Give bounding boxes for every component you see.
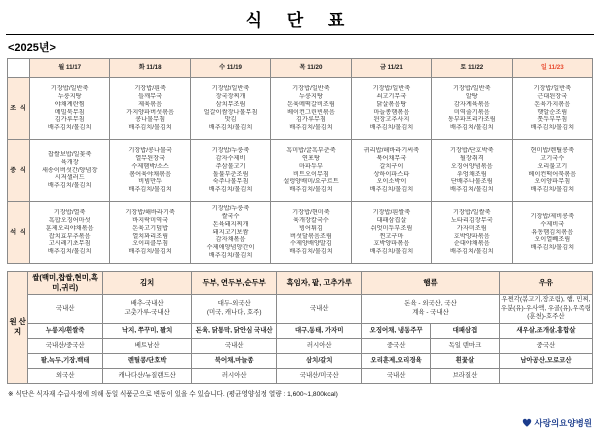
heart-icon — [522, 418, 532, 428]
origin-cell: 우쩐각(볶고기,장조림), 햄, 민찌,우분(유)-우사액, 우골(유),우족링(훈천)-호주산 — [499, 294, 592, 323]
table-row — [8, 78, 593, 140]
origin-cell: 낙지, 쭈꾸미, 꽐치 — [103, 323, 192, 338]
footnote: ※ 식단은 식자재 수급사정에 의해 동일 식품군으로 변동이 있을 수 있습니다. (평균영양설정 열량 : 1,600~1,800kcal) — [8, 390, 338, 398]
origin-cell: 돈육, 닭통막, 닭안심 국내산 — [192, 323, 277, 338]
origin-cell: 흰꽃살 — [431, 353, 500, 368]
origin-row — [8, 294, 593, 323]
origin-cell: 국내산/중국산 — [28, 338, 103, 353]
corner-cell — [8, 59, 30, 78]
origin-header-milk: 우유 — [499, 272, 592, 295]
menu-cell: 귀리밥/해바라기씨죽 북어채무국 갈치구이 상하이파스타 오이소박이 배추김치/물김치 — [351, 140, 431, 202]
origin-cell: 새우살,조개살,홍합살 — [499, 323, 592, 338]
origin-cell: 국내산 — [192, 338, 277, 353]
meal-label-dinner: 석 식 — [8, 202, 30, 264]
table-row — [8, 140, 593, 202]
menu-cell: 기장밥/일반죽 알탕 감자계육볶음 미역줄기볶음 동부파프리카조림 배추김치/물김치 — [432, 78, 512, 140]
menu-cell: 기장밥/흰쌀죽 대패삼겹살 쉬엇미두부조림 찐고구마 호박양파볶음 배추김치/물김치 — [351, 202, 431, 264]
menu-cell: 기장밥/일반죽 장국장찌개 삼치무조림 얼갈이쌈장나물무침 맛김 배추김치/물김치 — [190, 78, 270, 140]
menu-cell: 기장밥/제비콩죽 수제비국 유동햄김치볶음 오이열빼조림 배추김치/물김치 — [512, 202, 592, 264]
weekly-menu-table — [7, 58, 593, 264]
origin-row — [8, 323, 593, 338]
origin-cell: 배추-국내산 고춧가루-국내산 — [103, 294, 192, 323]
meal-label-lunch: 중 식 — [8, 140, 30, 202]
origin-cell: 삼치/갈치 — [277, 353, 362, 368]
origin-cell: 러시아산 — [192, 368, 277, 383]
origin-cell: 러시아산 — [277, 338, 362, 353]
origin-cell: 국내산 — [362, 368, 431, 383]
menu-cell: 기장밥/해바라기죽 바지락미역국 돈육고기덮밥 열치꽈리조림 오이피클무침 배추김치/물김치 — [110, 202, 190, 264]
origin-cell: 대구,동태, 가자미 — [277, 323, 362, 338]
day-header-mon: 월 11/17 — [30, 59, 110, 78]
origin-cell: 국내산/미국산 — [277, 368, 362, 383]
year-label: <2025년> — [8, 42, 56, 54]
origin-cell: 오리훈제,오리경육 — [362, 353, 431, 368]
table-header-row — [8, 59, 593, 78]
day-header-sat: 토 11/22 — [432, 59, 512, 78]
hospital-name: 사랑의요양병원 — [534, 418, 592, 428]
day-header-wed: 수 11/19 — [190, 59, 270, 78]
menu-cell: 기장밥/누룽죽 감자수제비 주삼물고기 돌불부춘조림 숙주나물무침 배추김치/물김치 — [190, 140, 270, 202]
origin-cell: 국내산 — [28, 294, 103, 323]
origin-cell: 대패삼겹 — [431, 323, 500, 338]
origin-row — [8, 368, 593, 383]
origin-cell: 캐나다산/뉴질랜드산 — [103, 368, 192, 383]
hospital-logo — [522, 417, 592, 429]
origin-cell: 렌틸콩/단호박 — [103, 353, 192, 368]
origin-cell: 누룽지/흰쌀죽 — [28, 323, 103, 338]
day-header-tue: 화 11/18 — [110, 59, 190, 78]
origin-cell: 대두-외국산 (미국, 캐나다, 호주) — [192, 294, 277, 323]
origin-cell: 오징어채, 냉동주꾸 — [362, 323, 431, 338]
meal-label-breakfast: 조 식 — [8, 78, 30, 140]
origin-header-kimchi: 김치 — [103, 272, 192, 295]
origin-cell: 브라질산 — [431, 368, 500, 383]
origin-row — [8, 338, 593, 353]
menu-cell: 기장밥/일반죽 쇠고기무국 닭살볶음탕 마늘종햄볶음 된장고추사지 배추김치/물김치 — [351, 78, 431, 140]
origin-cell: 팥,녹두,기장,백태 — [28, 353, 103, 368]
menu-cell: 기장밥/흰죽 들깨무국 제육볶음 가지양파버섯볶음 콩나물무침 배추김치/물김치 — [110, 78, 190, 140]
origin-cell: 남아공산,모로코산 — [499, 353, 592, 368]
menu-cell: 기장밥/일반죽 근대된장국 돈육가지볶음 햇알순조림 톳두부무침 배추김치/물김치 — [512, 78, 592, 140]
origin-cell: 돈육 - 외국산, 국산 계육 - 국내산 — [362, 294, 500, 323]
origin-table — [7, 271, 593, 384]
menu-cell: 기장밥/현미죽 육개장칼국수 빙어튀김 버섯달볶음조림 수제양배양말김 배추김치/물김치 — [271, 202, 351, 264]
menu-cell: 기장밥/일쌀죽 노타리김장무국 가자미조림 호박양파볶음 순대야채볶음 배추김치/물김치 — [432, 202, 512, 264]
menu-cell: 기장밥/일반죽 누룽지탕 야채계란찜 메밀묵무침 김가루무침 배추김치/물김치 — [30, 78, 110, 140]
page-title: 식 단 표 — [245, 11, 355, 30]
origin-cell: 북어채,마늘종 — [192, 353, 277, 368]
table-row — [8, 202, 593, 264]
menu-cell: 기장밥/열죽 흑합오징어마섯 훈제오리야채볶음 잡치효부추볶음 고시레기초무침 배추김치/물김치 — [30, 202, 110, 264]
origin-header-rice: 쌀(백미,찹쌀,현미,흑미,귀리) — [28, 272, 103, 295]
origin-cell: 독일 덴마크 — [431, 338, 500, 353]
day-header-thu: 목 11/20 — [271, 59, 351, 78]
origin-cell: 베트남산 — [103, 338, 192, 353]
origin-cell: 외국산 — [28, 368, 103, 383]
menu-cell: 찹쌀보밥/일꽃죽 육개장 새송이버섯간/양념장 시저샐러드 배추김치/물김치 — [30, 140, 110, 202]
menu-cell: 기장밥/일반죽 누룽지탕 돈육메떡갈비조림 베이컨그린빈볶음 김가루무침 배추김치/물김치 — [271, 78, 351, 140]
day-header-fri: 금 11/21 — [351, 59, 431, 78]
menu-cell: 기장밥/누룽죽 쌀국수 돈육돼지찌개 돼지고기보쌈 감자채볶음 수제애양념양간이 배추김치/물김치 — [190, 202, 270, 264]
menu-cell: 기장밥/콩나물국 열무된장국 수제햄박/소스 봄어육야채볶음 비빔만두 배추김치/물김치 — [110, 140, 190, 202]
origin-cell — [499, 368, 592, 383]
origin-header-row — [8, 272, 593, 295]
origin-header-ham: 햄류 — [362, 272, 500, 295]
origin-cell: 중국산 — [499, 338, 592, 353]
origin-cell: 중국산 — [362, 338, 431, 353]
origin-header-misc: 흑임자, 팥, 고추가루 — [277, 272, 362, 295]
origin-header-tofu: 두부, 연두부,순두부 — [192, 272, 277, 295]
menu-cell: 현미밥/렌틸콩죽 고기국수 오리불고기 베이컨떡어묵볶음 오이양파무침 배추김치/물김치 — [512, 140, 592, 202]
origin-cell: 국내산 — [277, 294, 362, 323]
menu-cell: 흑미밥/굴흑부춘죽 연포탕 마파두부 비트오이무침 설렁양배미/요구르트 배추김치/물김치 — [271, 140, 351, 202]
origin-label: 원 산 지 — [8, 272, 28, 384]
day-header-sun: 일 11/23 — [512, 59, 592, 78]
origin-row — [8, 353, 593, 368]
title-divider — [6, 34, 594, 35]
menu-cell: 기장밥/단호박죽 될장취격 오징어양념볶음 우엉채조림 단배추나물조림 배추김치/물김치 — [432, 140, 512, 202]
